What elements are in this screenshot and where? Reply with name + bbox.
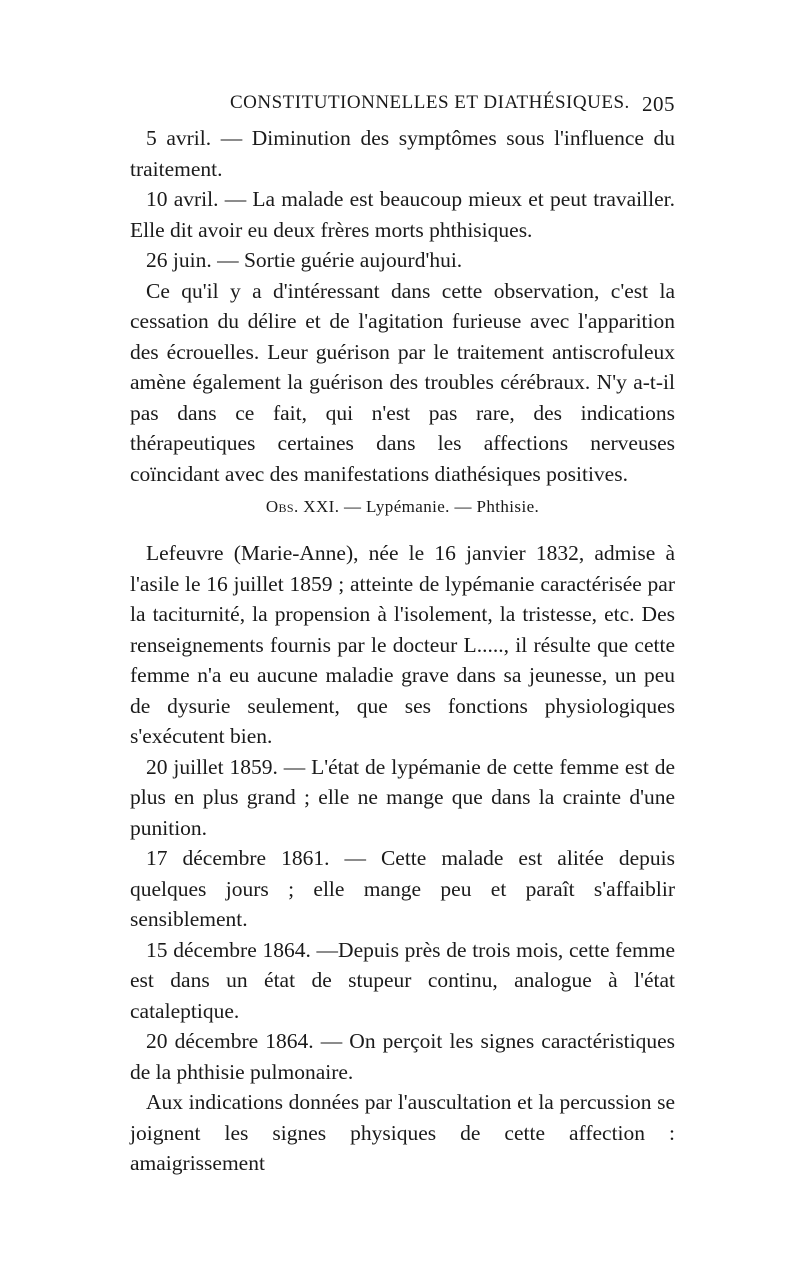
running-title: CONSTITUTIONNELLES ET DIATHÉSIQUES.	[230, 92, 630, 113]
paragraph: Ce qu'il y a d'intéressant dans cette observation, c'est la cessation du délire et de l'agitation furieuse avec l'apparition des écrouelles. Leur guérison par le traitement antiscrofuleux amène également la guérison des troubles cérébraux. N'y a-t-il pas dans ce fait, qui n'est pas rare, des indications thérapeutiques certaines dans les affections nerveuses coïncidant avec des manifestations diathésiques positives.	[130, 278, 675, 486]
page-number: 205	[642, 92, 675, 116]
paragraph: 10 avril. — La malade est beaucoup mieux et peut travailler. Elle dit avoir eu deux frères morts phthisiques.	[130, 187, 675, 242]
section-heading-text: XXI. — Lypémanie. — Phthisie.	[303, 497, 540, 516]
paragraph: 20 décembre 1864. — On perçoit les signes caractéristiques de la phthisie pulmonaire.	[130, 1029, 675, 1084]
section-heading-label: Obs.	[265, 497, 299, 516]
text-block-bottom	[130, 538, 675, 1179]
paragraph: Aux indications données par l'auscultation et la percussion se joignent les signes physiques de cette affection : amaigrissement	[130, 1090, 675, 1175]
paragraph: 20 juillet 1859. — L'état de lypémanie de cette femme est de plus en plus grand ; elle ne mange que dans la crainte d'une punition.	[130, 754, 675, 840]
text-block-top	[130, 123, 675, 489]
paragraph: 5 avril. — Diminution des symptômes sous l'influence du traitement.	[130, 126, 675, 181]
section-heading	[130, 497, 675, 517]
paragraph: 17 décembre 1861. — Cette malade est alitée depuis quelques jours ; elle mange peu et paraît s'affaiblir sensiblement.	[130, 846, 675, 931]
paragraph: 15 décembre 1864. —Depuis près de trois mois, cette femme est dans un état de stupeur continu, analogue à l'état cataleptique.	[130, 937, 675, 1023]
paragraph: Lefeuvre (Marie-Anne), née le 16 janvier 1832, admise à l'asile le 16 juillet 1859 ; atteinte de lypémanie caractérisée par la taciturnité, la propension à l'isolement, la tristesse, etc. Des renseignements fournis par le docteur L....., il résulte que cette femme n'a eu aucune maladie grave dans sa jeunesse, un peu de dysurie seulement, que ses fonctions physiologiques s'exécutent bien.	[130, 541, 675, 748]
running-header	[130, 92, 675, 118]
paragraph: 26 juin. — Sortie guérie aujourd'hui.	[146, 248, 463, 272]
